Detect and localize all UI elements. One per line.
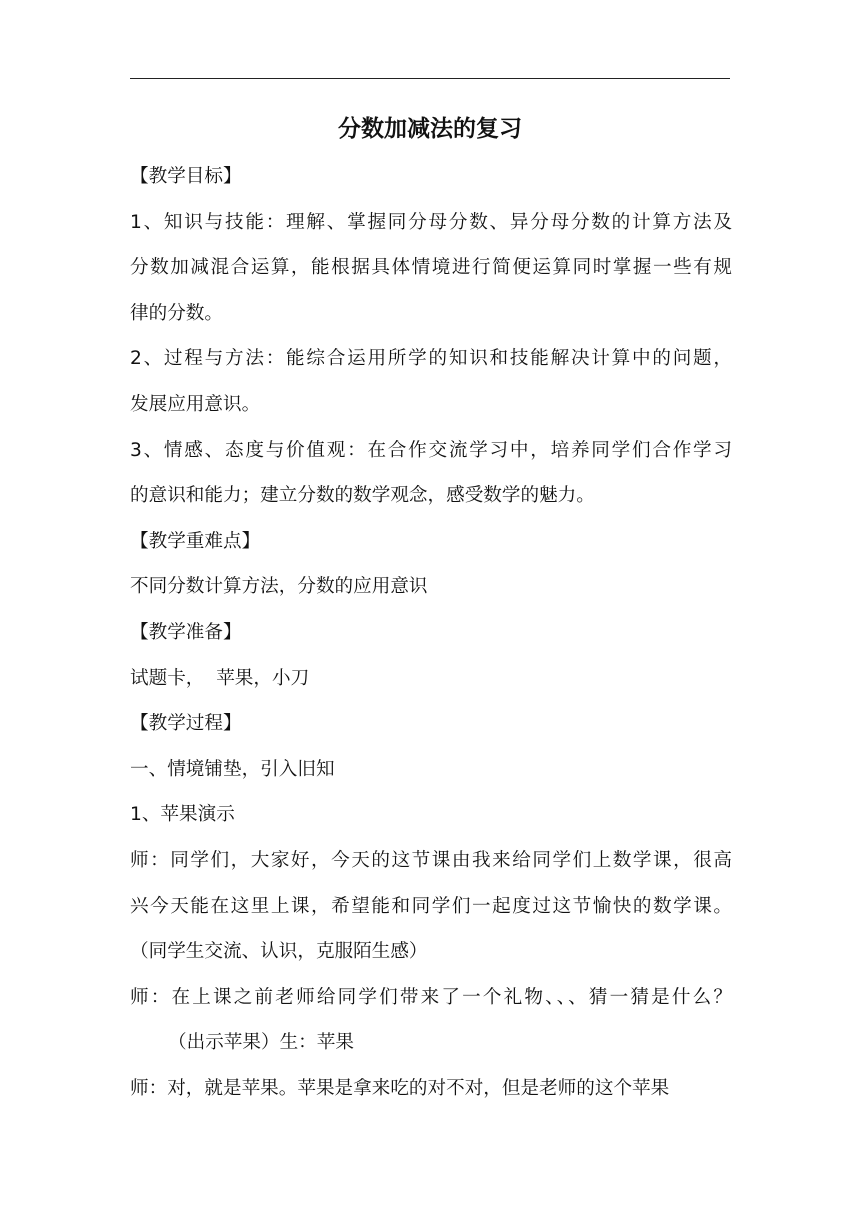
- section-heading-preparation: 【教学准备】: [130, 621, 242, 643]
- paragraph-line: 师：在上课之前老师给同学们带来了一个礼物、、、猜一猜是什么？: [130, 986, 732, 1008]
- section-heading-key-points: 【教学重难点】: [130, 530, 261, 552]
- document-title: 分数加减法的复习: [338, 116, 522, 142]
- paragraph-line: （出示苹果）生：苹果: [168, 1032, 354, 1054]
- subsection-heading: 1、苹果演示: [130, 804, 235, 826]
- subsection-heading: 一、情境铺垫，引入旧知: [130, 758, 335, 780]
- document-body: [130, 154, 732, 1111]
- paragraph-line: 不同分数计算方法，分数的应用意识: [130, 576, 428, 598]
- paragraph-line: 师：同学们，大家好，今天的这节课由我来给同学们上数学课，很高: [130, 849, 732, 871]
- paragraph-line: 的意识和能力；建立分数的数学观念，感受数学的魅力。: [130, 485, 595, 507]
- paragraph-line: 律的分数。: [130, 302, 223, 324]
- paragraph-line: 分数加减混合运算，能根据具体情境进行简便运算同时掌握一些有规: [130, 257, 732, 279]
- paragraph-line: 试题卡， 苹果，小刀: [130, 667, 310, 689]
- paragraph-line: （同学生交流、认识，克服陌生感）: [130, 941, 428, 963]
- paragraph-line: 2、过程与方法：能综合运用所学的知识和技能解决计算中的问题，: [130, 348, 732, 370]
- section-heading-process: 【教学过程】: [130, 713, 242, 735]
- paragraph-line: 兴今天能在这里上课，希望能和同学们一起度过这节愉快的数学课。: [130, 895, 732, 917]
- paragraph-line: 3、情感、态度与价值观：在合作交流学习中，培养同学们合作学习: [130, 439, 732, 461]
- paragraph-line: 师：对，就是苹果。苹果是拿来吃的对不对，但是老师的这个苹果: [130, 1077, 670, 1099]
- header-rule: [130, 78, 730, 79]
- section-heading-objectives: 【教学目标】: [130, 166, 242, 187]
- paragraph-line: 1、知识与技能：理解、掌握同分母分数、异分母分数的计算方法及: [130, 211, 732, 233]
- paragraph-line: 发展应用意识。: [130, 393, 261, 415]
